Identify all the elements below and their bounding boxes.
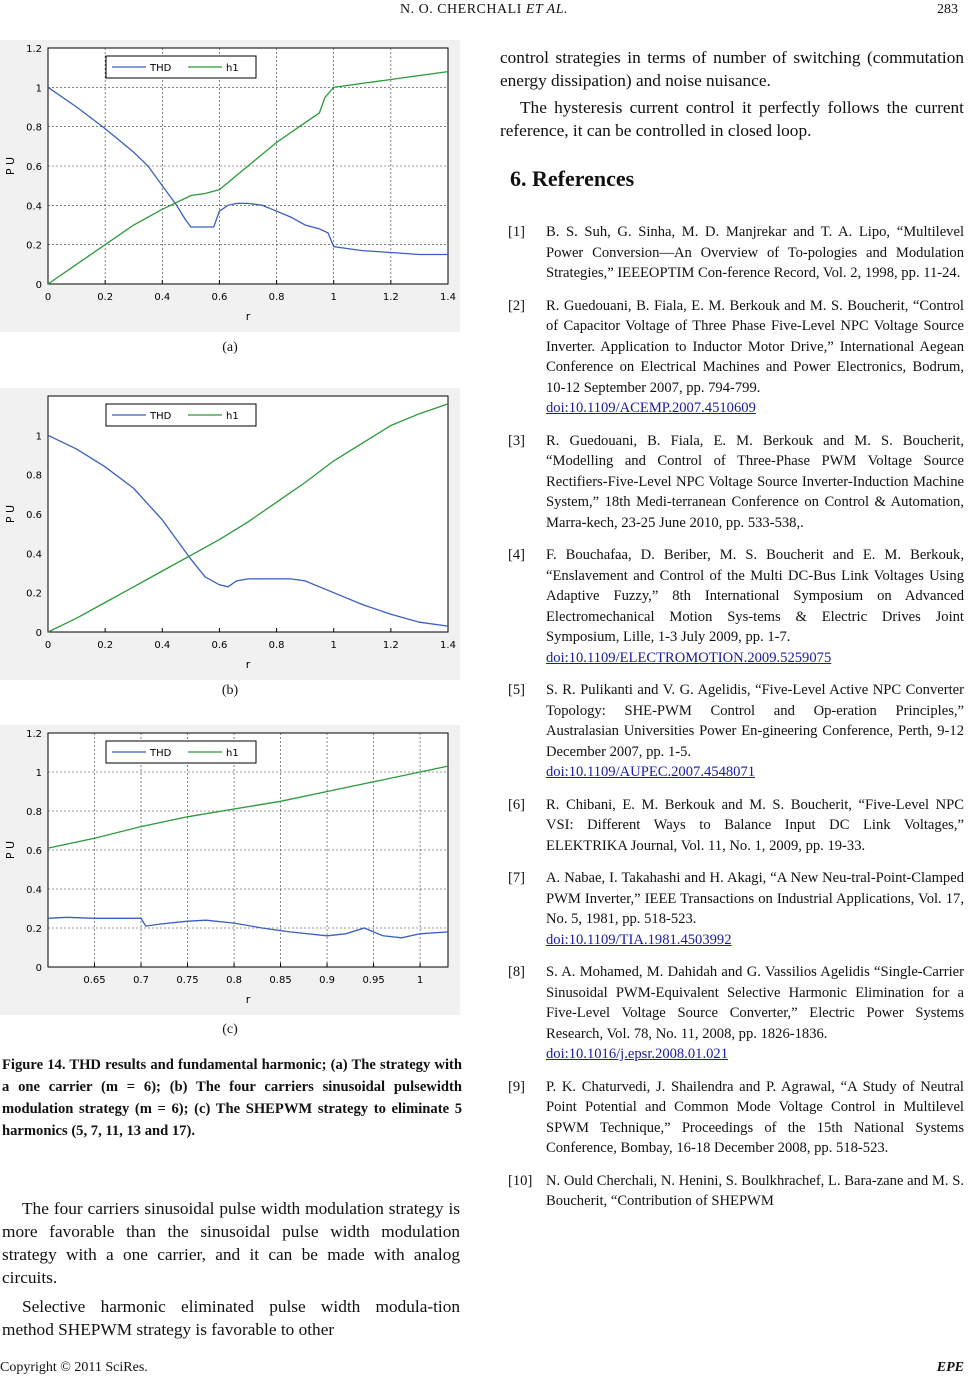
legend-label: THD (150, 63, 172, 74)
legend-label: h1 (226, 411, 239, 422)
x-tick-label: 1.4 (440, 640, 456, 651)
paragraph: The four carriers sinusoidal pulse width modulation strategy is more favorable than the sinusoidal pulse width modulation strategy with a one carrier, and it can be made with analog circuits. (2, 1199, 460, 1287)
reference-number: [6] (508, 796, 526, 813)
x-tick-label: 0.7 (133, 975, 149, 986)
x-tick-label: 1 (416, 975, 424, 986)
reference-text: R. Guedouani, B. Fiala, E. M. Berkouk and M. S. Boucherit, “Control of Capacitor Voltage of Three Phase Five-Level NPC Voltage Source Inverter. Application to Inductor Motor Drive,” International Aegean Conference on Electrical Machines and Power Electronics, Bodrum, 10-12 September 2007, pp. 794-799. (546, 297, 964, 396)
x-tick-label: 0.2 (97, 292, 114, 303)
x-tick-label: 0 (44, 640, 52, 651)
figure-panel-b (0, 388, 460, 680)
doi-link[interactable]: doi:10.1109/AUPEC.2007.4548071 (546, 764, 756, 780)
y-axis-label: P U (4, 840, 17, 860)
figure-label-a: (a) (222, 340, 238, 355)
y-tick-label: 0.8 (26, 470, 42, 482)
reference-text: B. S. Suh, G. Sinha, M. D. Manjrekar and T. A. Lipo, “Multilevel Power Conversion—An Overview of To-pologies and Modulation Strategies,” IEEEOPTIM Con-ference Record, Vol. 2, 1998, pp. 11-24. (546, 224, 964, 281)
x-tick-label: 0.75 (176, 975, 199, 986)
y-tick-label: 0.2 (26, 924, 42, 935)
reference-number: [7] (508, 870, 526, 886)
y-tick-label: 0 (35, 628, 42, 639)
reference-number: [9] (508, 1078, 526, 1095)
legend-label: THD (150, 748, 172, 759)
page-header (0, 2, 968, 22)
reference-number: [3] (508, 432, 526, 449)
doi-link[interactable]: doi:10.1109/ELECTROMOTION.2009.5259075 (546, 649, 832, 666)
y-tick-label: 0.4 (26, 885, 42, 896)
figure-caption: Figure 14. THD results and fundamental harmonic; (a) The strategy with a one carrier (m = 6); (b) The four carriers sinusoidal pulsewidth modulation strategy (m = 6); (c) The SHEPWM strategy to eliminate 5 harmonics (5, 7, 11, 13 and 17). (2, 1057, 462, 1139)
reference-text: F. Bouchafaa, D. Beriber, M. S. Boucherit and E. M. Berkouk, “Enslavement and Control of the Multi DC-Bus Link Voltages Using Adaptive Fuzzy,” 8th International Symposium on Advanced Electromechanical Motion Sys-tems & Electric Drives Joint Symposium, Lille, 1-3 July 2009, pp. 1-7. (546, 547, 964, 645)
chart-b (0, 388, 460, 680)
running-head: N. O. CHERCHALI ET AL. (399, 2, 568, 17)
reference-item (508, 296, 964, 419)
y-tick-label: 0.4 (26, 549, 42, 561)
reference-text: N. Ould Cherchali, N. Henini, S. Boulkhrachef, L. Bara-zane and M. S. Boucherit, “Contribution of SHEPWM (546, 1172, 964, 1209)
reference-number: [5] (508, 682, 526, 698)
reference-number: [4] (508, 547, 526, 563)
x-tick-label: 1.4 (440, 292, 456, 303)
x-tick-label: 0.9 (319, 975, 336, 986)
x-tick-label: 0.8 (268, 640, 285, 651)
y-tick-label: 1.2 (26, 44, 42, 55)
x-axis-label: r (245, 310, 251, 323)
x-tick-label: 0.95 (362, 975, 385, 986)
figure-label-c: (c) (222, 1022, 238, 1037)
x-tick-label: 1 (330, 640, 337, 651)
y-axis-label: P U (4, 504, 17, 524)
left-column-text (2, 1197, 460, 1341)
references-list (508, 222, 964, 1224)
page-number: 283 (937, 2, 958, 17)
x-axis-label: r (245, 993, 251, 1006)
figure-label-b: (b) (221, 683, 239, 698)
y-tick-label: 0.6 (26, 162, 42, 173)
y-tick-label: 0.6 (26, 846, 42, 857)
y-tick-label: 1 (35, 431, 42, 443)
chart-c (0, 725, 460, 1015)
reference-text: R. Chibani, E. M. Berkouk and M. S. Boucherit, “Five-Level NPC VSI: Different Ways to Balance Input DC Link Voltages,” ELEKTRIKA Journal, Vol. 11, No. 1, 2009, pp. 19-33. (546, 796, 964, 854)
reference-item (508, 962, 964, 1065)
x-tick-label: 1.2 (382, 640, 399, 651)
figure-panel-a (0, 40, 460, 332)
x-tick-label: 0.6 (211, 640, 228, 651)
doi-link[interactable]: doi:10.1016/j.epsr.2008.01.021 (546, 1046, 729, 1062)
reference-text: R. Guedouani, B. Fiala, E. M. Berkouk and M. S. Boucherit, “Modelling and Control of Three-Phase PWM Voltage Source Rectifiers-Five-Level NPC Voltage Source Inverter-Induction Machine System,” 18th Medi-terranean Conference on Control & Automation, Marra-kech, 23-25 June 2010, pp. 533-538,. (546, 432, 964, 531)
reference-item (508, 680, 964, 783)
y-tick-label: 0.8 (26, 122, 42, 134)
x-tick-label: 0.8 (268, 292, 285, 303)
reference-text: P. K. Chaturvedi, J. Shailendra and P. Agrawal, “A Study of Neutral Point Potential and Common Mode Voltage Control in Multilevel SPWM Technique,” Proceedings of the 15th National Systems Conference, Bombay, 16-18 December 2008, pp. 518-523. (546, 1078, 964, 1156)
chart-a (0, 40, 460, 332)
x-tick-label: 0.4 (154, 640, 171, 651)
y-tick-label: 0.4 (26, 201, 42, 213)
x-tick-label: 1 (330, 292, 337, 303)
reference-number: [10] (508, 1172, 533, 1189)
y-tick-label: 1.2 (26, 729, 42, 740)
reference-text: S. A. Mohamed, M. Dahidah and G. Vassilios Agelidis “Single-Carrier Sinusoidal PWM-Equivalent Selective Harmonic Elimination for a Five-Level Voltage Source Converter,” Electric Power Systems Research, Vol. 78, No. 11, 2008, pp. 1826-1836. (546, 964, 964, 1042)
y-tick-label: 0 (35, 280, 42, 291)
reference-item (508, 545, 964, 668)
x-tick-label: 0.65 (83, 975, 106, 986)
reference-number: [1] (508, 224, 526, 240)
references-heading: 6. References (510, 166, 635, 191)
x-tick-label: 1.2 (382, 292, 399, 303)
journal-abbrev: EPE (936, 1360, 964, 1375)
reference-item (508, 222, 964, 284)
y-tick-label: 0.2 (26, 240, 42, 252)
doi-link[interactable]: doi:10.1109/TIA.1981.4503992 (546, 931, 732, 948)
doi-link[interactable]: doi:10.1109/ACEMP.2007.4510609 (546, 400, 756, 416)
right-column-text (500, 46, 964, 142)
legend-label: h1 (226, 748, 239, 759)
paragraph: The hysteresis current control it perfectly follows the current reference, it can be controlled in closed loop. (500, 98, 964, 140)
x-tick-label: 0.85 (269, 975, 292, 986)
legend-label: h1 (226, 63, 239, 74)
y-tick-label: 0.8 (26, 807, 42, 818)
x-tick-label: 0.6 (211, 292, 228, 303)
reference-item (508, 1077, 964, 1159)
y-axis-label: P U (4, 156, 17, 176)
reference-text: A. Nabae, I. Takahashi and H. Akagi, “A New Neu-tral-Point-Clamped PWM Inverter,” IEEE Transactions on Industrial Applications, Vol. 17, No. 5, 1981, pp. 518-523. (546, 870, 964, 927)
x-tick-label: 0.2 (97, 640, 114, 651)
reference-number: [2] (508, 297, 526, 314)
y-tick-label: 0 (35, 963, 42, 974)
y-tick-label: 0.2 (26, 588, 42, 600)
reference-number: [8] (508, 964, 526, 980)
y-tick-label: 0.6 (26, 510, 42, 521)
copyright: Copyright © 2011 SciRes. (0, 1360, 148, 1375)
paragraph: Selective harmonic eliminated pulse width modula-tion method SHEPWM strategy is favorable to other (2, 1297, 460, 1339)
reference-text: S. R. Pulikanti and V. G. Agelidis, “Five-Level Active NPC Converter Topology: SHE-PWM Control and Op-eration Principles,” Australasian Universities Power En-gineering Conference, Perth, 9-12 December 2007, pp. 1-5. (546, 682, 964, 760)
y-tick-label: 1 (35, 768, 42, 779)
x-tick-label: 0 (44, 292, 52, 303)
reference-item (508, 868, 964, 950)
reference-item (508, 431, 964, 534)
plot-area (48, 396, 448, 632)
y-tick-label: 1 (35, 83, 42, 95)
figure-panel-c (0, 725, 460, 1015)
x-axis-label: r (245, 658, 251, 671)
x-tick-label: 0.4 (154, 292, 171, 303)
reference-item (508, 1171, 964, 1212)
paragraph: control strategies in terms of number of switching (commutation energy dissipation) and noise nuisance. (500, 48, 964, 90)
reference-item (508, 795, 964, 857)
legend-label: THD (150, 411, 172, 422)
x-tick-label: 0.8 (226, 975, 242, 986)
